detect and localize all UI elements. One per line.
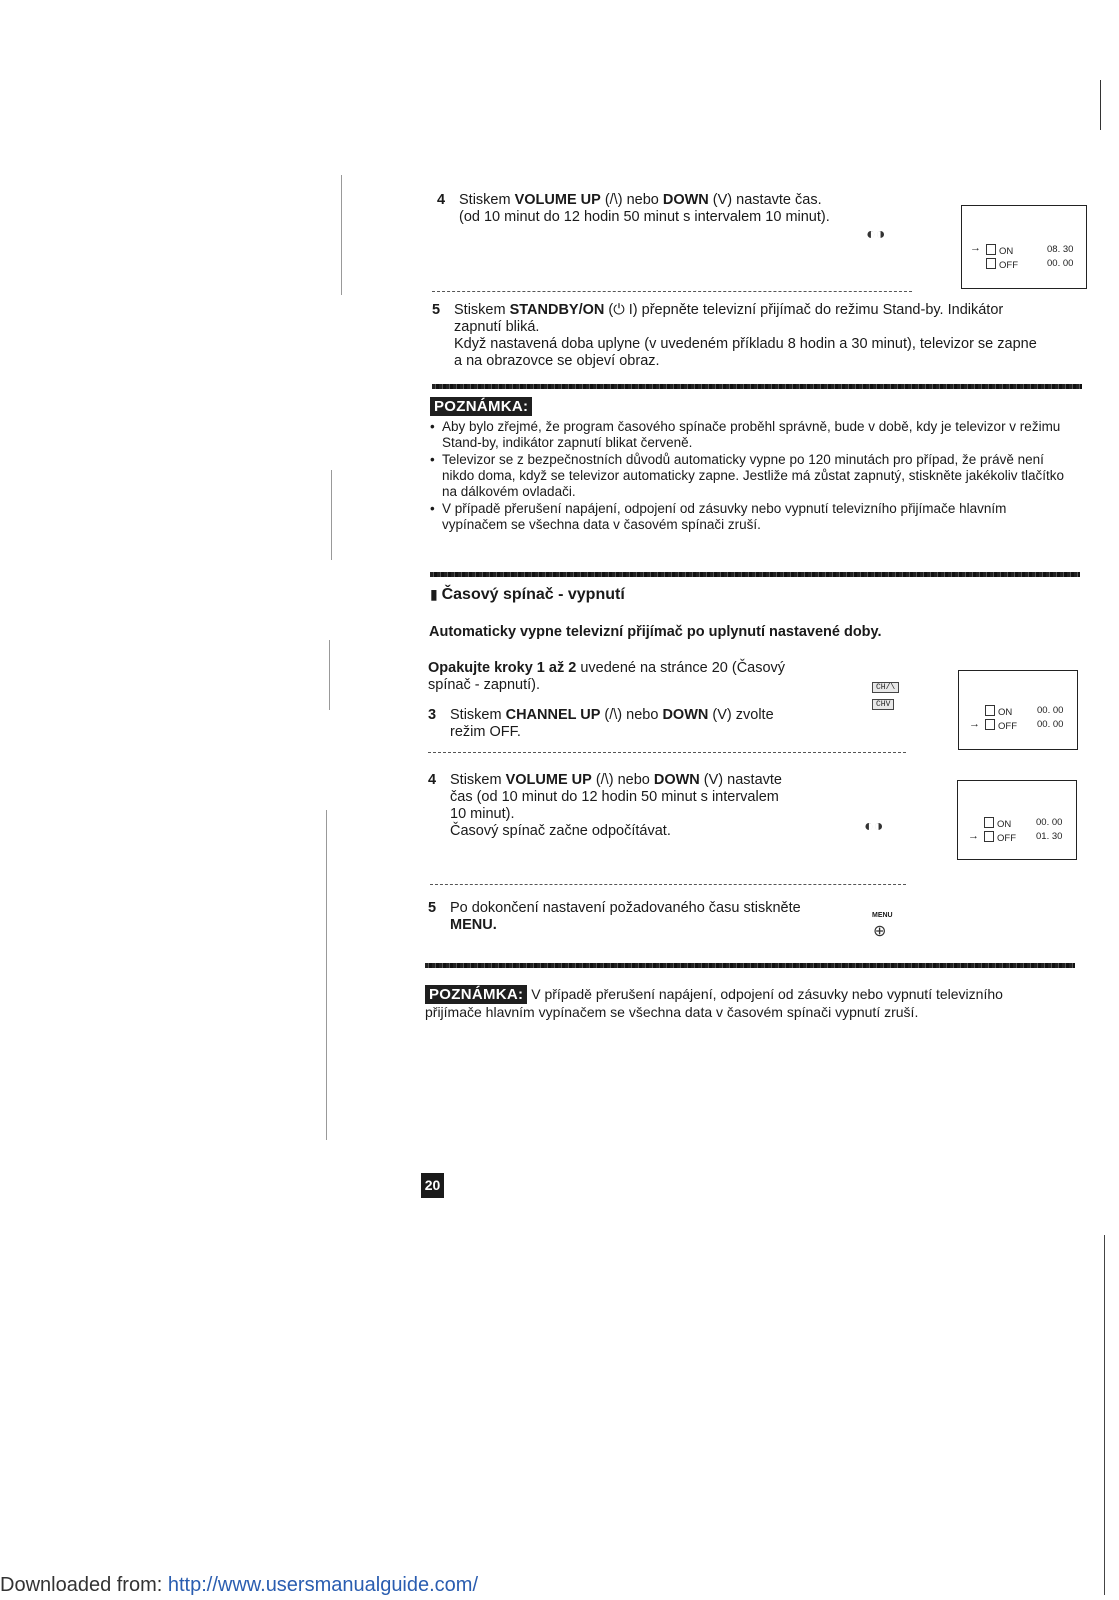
off-label: OFF [999,260,1018,271]
down-label: DOWN [653,772,700,788]
channel-up-button-icon: CH/\ [872,682,899,693]
off-value: 00. 00 [1037,719,1064,730]
volume-buttons-icon: ◐◑ [864,818,884,835]
margin-line [1104,1235,1105,1595]
step-number: 3 [428,707,437,723]
step-text: (⏻ I) přepněte televizní přijímač do režimu Stand-by. Indikátor [604,302,1004,318]
dashed-separator [432,291,912,292]
volume-up-label: VOLUME UP [505,772,592,788]
down-label: DOWN [662,707,709,723]
volume-buttons-icon: ◐◑ [866,226,886,243]
top-step-4 [437,192,867,226]
note-item: • V případě přerušení napájení, odpojení od zásuvky nebo vypnutí televizního přijímače hlavním vypínačem se všechna data v časovém spínači zruší. [430,501,1070,533]
down-label: DOWN [662,192,709,208]
off-box-icon [986,258,996,269]
standby-label: STANDBY/ON [509,302,605,318]
note-2 [425,985,1075,1021]
on-value: 00. 00 [1037,705,1064,716]
on-box-icon [985,705,995,716]
off-box-icon [984,831,994,842]
off-row [984,831,1016,844]
step-text: Stiskem [459,192,515,208]
menu-button-label: MENU [872,912,893,919]
off-label: OFF [998,721,1017,732]
page-number: 20 [421,1173,444,1198]
section-step-5 [428,900,848,934]
section-rule [425,963,1075,968]
note-list [430,419,1070,533]
step-text: Stiskem [450,772,506,788]
step-text: (/\) nebo [600,192,663,208]
note-item: • Aby bylo zřejmé, že program časového spínače proběhl správně, bude v době, kdy je televizor v režimu Stand-by, indikátor zapnutí blikat červeně. [430,419,1070,451]
note-1 [430,397,1070,534]
off-row [985,719,1017,732]
step-text: čas (od 10 minut do 12 hodin 50 minut s intervalem [450,789,779,805]
step-text: Stiskem [450,707,506,723]
step-number: 5 [428,900,437,916]
step-number: 5 [432,302,441,318]
on-row [986,244,1013,257]
step-text: (od 10 minut do 12 hodin 50 minut s intervalem 10 minut). [459,209,830,225]
margin-line [326,810,327,1140]
step-text: (V) zvolte [708,707,774,723]
note-text: přijímače hlavním vypínačem se všechna data v časovém spínači vypnutí zruší. [425,1004,919,1020]
note-item: • Televizor se z bezpečnostních důvodů automaticky vypne po 120 minutách pro případ, že právě není nikdo doma, když se televizor automaticky zapne. Jestliže má zůstat zapnutý, stiskněte jakékoliv tlačítko na dálkovém ovladači. [430,452,1070,500]
on-row [984,817,1011,830]
off-box-icon [985,719,995,730]
step-text: Stiskem [454,302,510,318]
menu-label: MENU. [450,917,497,933]
channel-down-button-icon: CHV [872,699,894,710]
repeat-text: uvedené na stránce 20 (Časový [576,660,786,676]
note-text: V případě přerušení napájení, odpojení od zásuvky nebo vypnutí televizního [527,986,1003,1002]
section-rule [430,572,1080,577]
step-text: Časový spínač začne odpočítávat. [450,823,671,839]
step-text: 10 minut). [450,806,515,822]
section-subtitle: Automaticky vypne televizní přijímač po uplynutí nastavené doby. [429,624,882,640]
step-text: a na obrazovce se objeví obraz. [454,353,660,369]
step-number: 4 [437,192,446,208]
footer-link[interactable]: http://www.usersmanualguide.com/ [167,1574,479,1596]
on-box-icon [986,244,996,255]
step-text: (/\) nebo [600,707,663,723]
on-label: ON [999,246,1014,257]
selection-arrow-icon: → [969,718,980,730]
on-value: 08. 30 [1047,244,1074,255]
off-value: 01. 30 [1036,831,1063,842]
selection-arrow-icon: → [968,830,979,842]
note-label: POZNÁMKA: [425,985,527,1004]
section-title-text: Časový spínač - vypnutí [441,586,625,603]
channel-up-label: CHANNEL UP [505,707,601,723]
step-text: Když nastavená doba uplyne (v uvedeném příkladu 8 hodin a 30 minut), televizor se zapne [454,336,1037,352]
menu-button-icon: ⊕ [873,923,887,940]
on-box-icon [984,817,994,828]
on-row [985,705,1012,718]
step-text: (V) nastavte čas. [708,192,822,208]
margin-line [1100,80,1101,130]
dashed-separator [428,752,906,753]
repeat-bold: Opakujte kroky 1 až 2 [428,660,577,676]
section-step-4 [428,772,848,840]
margin-line [331,470,332,560]
repeat-text: spínač - zapnutí). [428,677,541,693]
volume-up-label: VOLUME UP [514,192,601,208]
on-value: 00. 00 [1036,817,1063,828]
selection-arrow-icon: → [970,242,981,254]
step-text: režim OFF. [450,724,521,740]
on-label: ON [998,707,1013,718]
on-label: ON [997,819,1012,830]
off-value: 00. 00 [1047,258,1074,269]
margin-line [329,640,330,710]
off-label: OFF [997,833,1016,844]
step-text: (V) nastavte [699,772,782,788]
dashed-separator [430,884,906,885]
step-text: zapnutí bliká. [454,319,540,335]
section-title: ▮ Časový spínač - vypnutí [430,586,625,603]
footer-prefix: Downloaded from: [0,1574,168,1596]
footer [0,1574,478,1597]
repeat-steps-text [428,660,848,694]
section-rule [432,384,1082,389]
note-label: POZNÁMKA: [430,397,532,416]
timer-screen-off-set [957,780,1077,860]
step-text: (/\) nebo [591,772,654,788]
timer-screen-off-select [958,670,1078,750]
timer-screen-on [961,205,1087,289]
step-number: 4 [428,772,437,788]
top-step-5 [432,302,1072,370]
margin-line [341,175,342,295]
section-step-3 [428,707,848,741]
step-text: Po dokončení nastavení požadovaného času stiskněte [450,900,801,916]
off-row [986,258,1018,271]
